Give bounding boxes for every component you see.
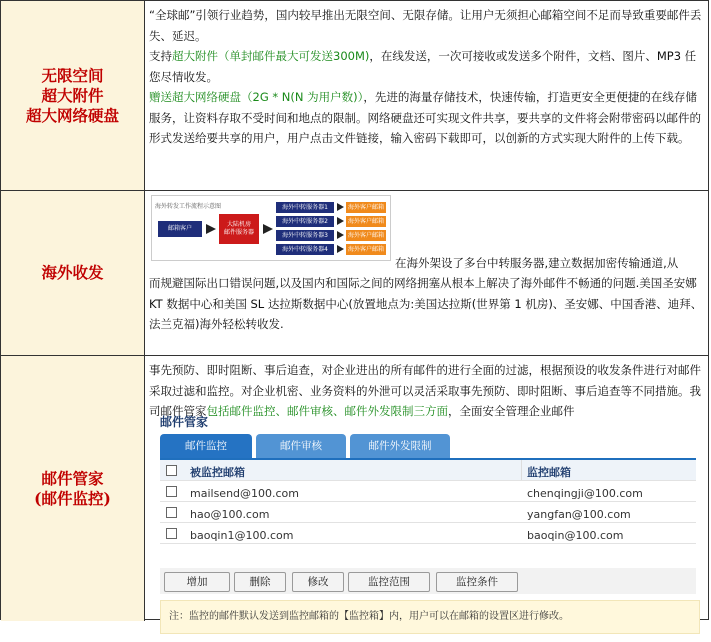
highlight-text: 赠送超大网络硬盘（2G * N(N 为用户数)） <box>149 90 364 104</box>
feature-description <box>145 1 708 190</box>
description-paragraph: 支持超大附件（单封邮件最大可发送300M)，在线发送，一次可接收或发送多个附件，文档、图片、MP3 任您尽情收发。 <box>149 49 697 84</box>
monitor-table <box>160 460 696 544</box>
feature-title-cell <box>1 356 145 621</box>
arrow-icon <box>337 203 344 211</box>
column-header: 被监控邮箱 <box>190 466 245 479</box>
monitor-note: 注：监控的邮件默认发送到监控邮箱的【监控箱】内，用户可以在邮箱的设置区进行修改。 <box>160 600 700 634</box>
monitor-scope-button[interactable]: 监控范围 <box>348 572 430 592</box>
arrow-icon <box>263 224 273 234</box>
tab-mail-review[interactable]: 邮件审核 <box>256 434 346 458</box>
edit-button[interactable]: 修改 <box>292 572 344 592</box>
row-checkbox[interactable] <box>166 486 177 497</box>
diagram-target-box: 海外客户邮箱 <box>346 244 386 255</box>
feature-title-cell <box>1 191 145 355</box>
feature-title: 无限空间 超大附件 超大网络硬盘 <box>25 65 119 125</box>
monitored-mailbox: baoqin1@100.com <box>190 529 294 542</box>
table-row <box>160 481 696 502</box>
diagram-caption: 海外转发工作流程示意图 <box>155 203 222 210</box>
arrow-icon <box>206 224 216 234</box>
action-bar <box>160 568 696 594</box>
feature-title: 海外收发 <box>41 263 104 282</box>
feature-row-storage <box>1 1 708 191</box>
monitored-mailbox: mailsend@100.com <box>190 487 300 500</box>
tab-outbound-limit[interactable]: 邮件外发限制 <box>350 434 450 458</box>
table-row <box>160 502 696 523</box>
column-header: 监控邮箱 <box>527 466 571 479</box>
monitor-condition-button[interactable]: 监控条件 <box>436 572 518 592</box>
monitored-mailbox: hao@100.com <box>190 508 270 521</box>
widget-tab-bar <box>160 434 696 460</box>
diagram-relay-box: 海外中转服务器1 <box>276 202 334 213</box>
arrow-icon <box>337 217 344 225</box>
feature-title-cell <box>1 1 145 190</box>
diagram-target-box: 海外客户邮箱 <box>346 202 386 213</box>
diagram-target-box: 海外客户邮箱 <box>346 216 386 227</box>
overseas-description: 而规避国际出口错误问题,以及国内和国际之间的网络拥塞从根本上解决了海外邮件不畅通的问题.美国圣安娜 KT 数据中心和美国 SL 达拉斯数据中心(放置地点为:美国达拉斯(世界第 1 机房)、圣安娜、中国香港、迪拜、法兰克福)海外轻松转收发. <box>149 276 703 331</box>
diagram-relay-box: 海外中转服务器2 <box>276 216 334 227</box>
feature-title: 邮件管家 (邮件监控) <box>34 468 111 508</box>
diagram-target-box: 海外客户邮箱 <box>346 230 386 241</box>
tab-mail-monitor[interactable]: 邮件监控 <box>160 434 252 458</box>
overseas-lead-text: 在海外架设了多台中转服务器,建立数据加密传输通道,从 <box>395 256 679 270</box>
table-header-row <box>160 460 696 481</box>
select-all-checkbox[interactable] <box>166 465 177 476</box>
highlight-text: 超大附件（单封邮件最大可发送300M) <box>172 49 370 63</box>
table-row <box>160 523 696 544</box>
monitor-mailbox: yangfan@100.com <box>527 508 631 521</box>
widget-title: 邮件管家 <box>160 415 209 429</box>
row-checkbox[interactable] <box>166 528 177 539</box>
description-paragraph: “全球邮”引领行业趋势，国内较早推出无限空间、无限存储。让用户无须担心邮箱空间不足而导致重要邮件丢失、延迟。 <box>149 8 702 43</box>
overseas-flow-diagram <box>151 195 391 261</box>
description-paragraph: 赠送超大网络硬盘（2G * N(N 为用户数)），先进的海量存储技术，快速传输，打造更安全更便捷的在线存储服务，让资料存取不受时间和地点的限制。网络硬盘还可实现文件共享，要共享的文件将会附带密码以邮件的形式发送给要共享的用户，用户点击文件链接，输入密码下载即可，以创新的方式实现大附件的上传下载。 <box>149 90 701 145</box>
mail-manager-widget <box>157 412 697 642</box>
feature-description <box>145 356 708 621</box>
arrow-icon <box>337 245 344 253</box>
description-paragraph: 事先预防、即时阻断、事后追查，对企业进出的所有邮件的进行全面的过滤，根据预设的收发条件进行对邮件采取过滤和监控。对企业机密、业务资料的外泄可以灵活采取事先预防、即时阻断、事后追查等不同措施。我司邮件管家包括邮件监控、邮件审核、邮件外发限制三方面，全面安全管理企业邮件 <box>149 363 701 418</box>
arrow-icon <box>337 231 344 239</box>
monitor-mailbox: chenqingji@100.com <box>527 487 643 500</box>
feature-row-overseas <box>1 191 708 356</box>
delete-button[interactable]: 删除 <box>234 572 286 592</box>
monitor-mailbox: baoqin@100.com <box>527 529 624 542</box>
diagram-hub-box: 大陆机房 邮件服务器 <box>219 214 259 244</box>
highlight-text: 包括邮件监控、邮件审核、邮件外发限制三方面 <box>206 404 448 418</box>
feature-row-mail-manager <box>1 356 708 621</box>
diagram-relay-box: 海外中转服务器4 <box>276 244 334 255</box>
feature-description <box>145 191 708 355</box>
row-checkbox[interactable] <box>166 507 177 518</box>
diagram-relay-box: 海外中转服务器3 <box>276 230 334 241</box>
diagram-client-box: 邮箱客户 <box>158 221 202 237</box>
add-button[interactable]: 增加 <box>164 572 230 592</box>
